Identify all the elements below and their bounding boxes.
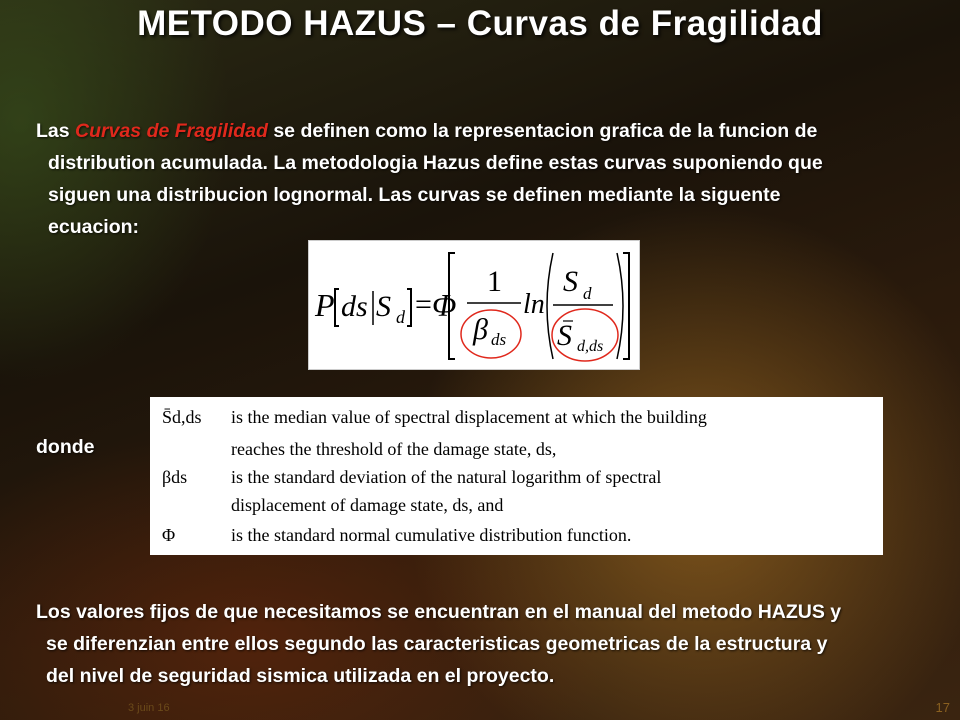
- definition-row: [150, 493, 883, 517]
- eq-S-sub: d: [396, 307, 405, 327]
- definition-text: is the standard deviation of the natural logarithm of spectral: [231, 467, 662, 487]
- footer-date: 3 juin 16: [128, 702, 170, 714]
- fragility-equation: [308, 240, 640, 370]
- definition-text: is the standard normal cumulative distribution function.: [231, 525, 632, 545]
- definition-row: [150, 437, 883, 461]
- definition-symbol: S̄d,ds: [162, 407, 202, 427]
- eq-one: 1: [487, 265, 502, 298]
- eq-S: S: [376, 290, 391, 323]
- eq-den-S: S: [557, 319, 572, 352]
- eq-Phi: Φ: [432, 287, 457, 323]
- definition-row: [150, 405, 883, 429]
- eq-left-paren: [547, 253, 553, 359]
- closing-line-2: se diferenzian entre ellos segundo las caracteristicas geometricas de la estructura y: [46, 633, 828, 655]
- closing-paragraph: [36, 596, 956, 692]
- intro-line-1: [36, 115, 936, 147]
- definition-symbol: βds: [162, 467, 188, 487]
- definition-row: [150, 523, 883, 547]
- eq-num-S-sub: d: [583, 284, 592, 303]
- definition-row: [150, 465, 883, 489]
- donde-label: donde: [36, 436, 95, 458]
- eq-P: P: [315, 287, 335, 323]
- eq-big-right-bracket: [623, 253, 629, 359]
- definition-text: is the median value of spectral displacement at which the building: [231, 407, 707, 427]
- eq-num-S: S: [563, 265, 578, 298]
- definitions-box: [150, 397, 883, 555]
- eq-left-bracket: [335, 289, 339, 326]
- intro-line-2: distribution acumulada. La metodologia Hazus define estas curvas suponiendo que: [48, 152, 823, 174]
- eq-equals: =: [415, 288, 432, 321]
- eq-den-S-sub: d,ds: [577, 338, 604, 355]
- definition-text: reaches the threshold of the damage state, ds,: [231, 439, 557, 459]
- eq-ln: ln: [523, 289, 545, 320]
- intro-paragraph: [36, 115, 936, 243]
- slide-title: METODO HAZUS – Curvas de Fragilidad: [137, 4, 823, 43]
- intro-line-3: siguen una distribucion lognormal. Las curvas se definen mediante la siguente: [48, 184, 781, 206]
- eq-ds: ds: [341, 290, 368, 323]
- intro-line-4: ecuacion:: [48, 216, 140, 238]
- eq-beta-sub: ds: [491, 330, 507, 349]
- closing-line-1: Los valores fijos de que necesitamos se encuentran en el manual del metodo HAZUS y: [36, 601, 842, 623]
- closing-line-3: del nivel de seguridad sismica utilizada en el proyecto.: [46, 665, 555, 687]
- highlight-term: Curvas de Fragilidad: [75, 120, 268, 142]
- eq-right-paren: [617, 253, 623, 359]
- intro-line-1-rest: se definen como la representacion grafica de la funcion de: [267, 120, 818, 142]
- definition-symbol: Φ: [162, 525, 176, 545]
- eq-beta: β: [473, 313, 488, 346]
- definition-text: displacement of damage state, ds, and: [231, 495, 504, 515]
- intro-prefix: Las: [36, 120, 76, 142]
- slide-number: 17: [935, 700, 950, 715]
- eq-right-bracket: [407, 289, 411, 326]
